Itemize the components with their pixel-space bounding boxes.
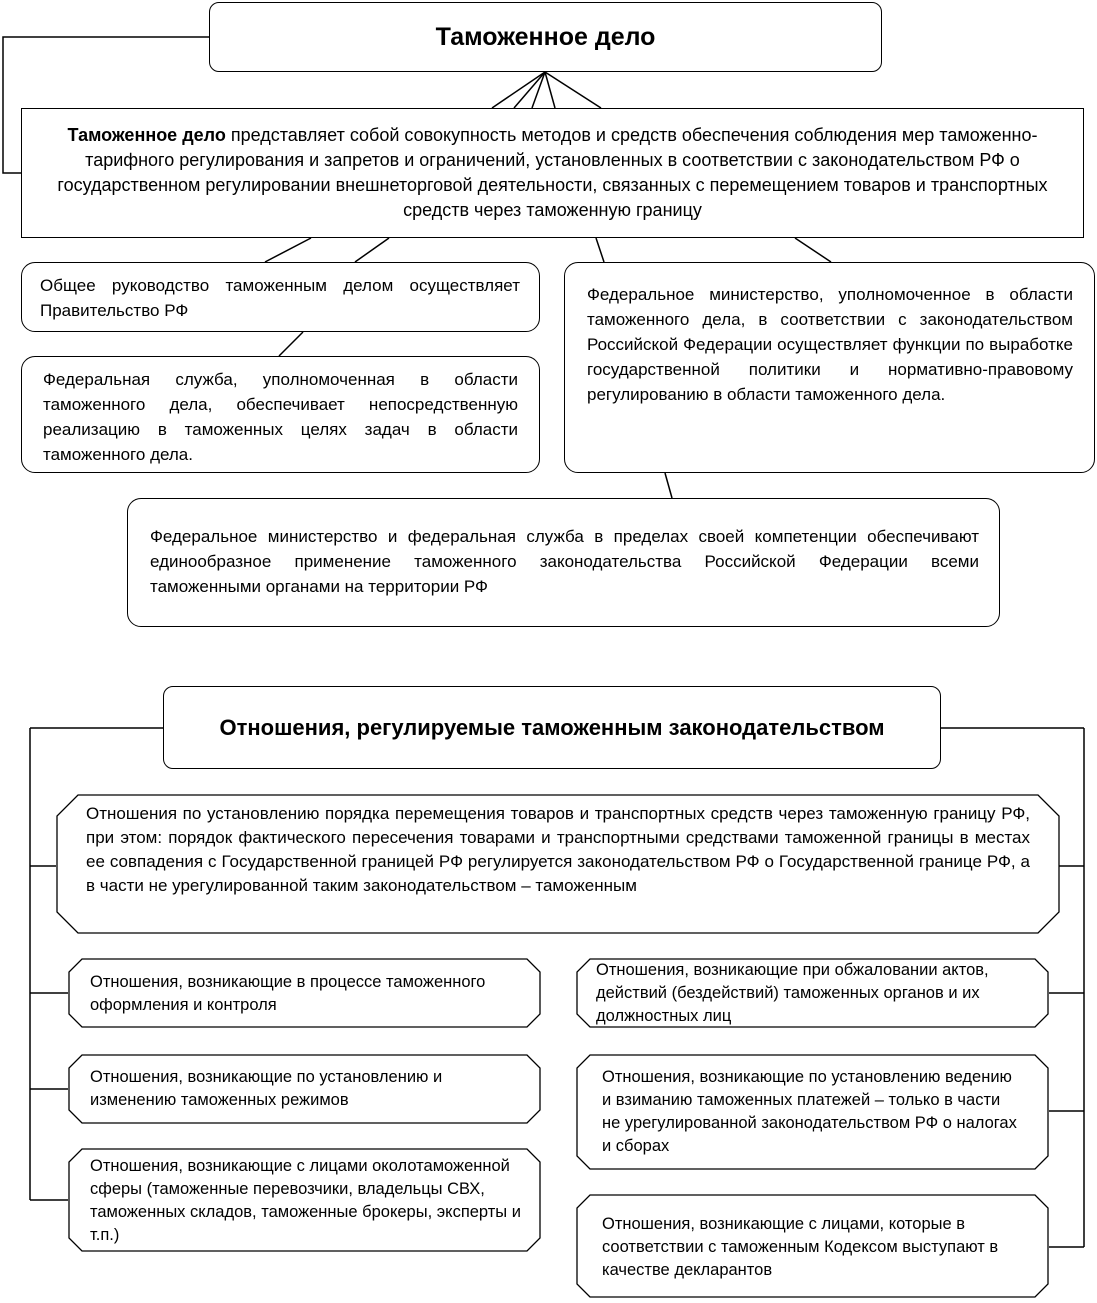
federal-ministry-text: Федеральное министерство, уполномоченное в области таможенного дела, в соответствии с законодательством Российской Федерации осуществляет функции по выработке государственной политики и нормативно-правовому регулированию в области таможенного дела. — [587, 285, 1073, 404]
customs-title: Таможенное дело — [435, 22, 656, 51]
relation-payments-text: Отношения, возникающие по установлению ведению и взиманию таможенных платежей – только в части не урегулированной законодательством РФ о налогах и сборах — [602, 1068, 1017, 1155]
connector-def-government — [265, 238, 311, 262]
federal-service-text: Федеральная служба, уполномоченная в области таможенного дела, обеспечивает непосредственную реализацию в таможенных целях задач в области таможенного дела. — [43, 370, 518, 464]
ministry-service-joint-text: Федеральное министерство и федеральная служба в пределах своей компетенции обеспечивают единообразное применение таможенного законодательства Российской Федерации всеми таможенными органами на территории РФ — [150, 527, 979, 596]
connector-def-ministry-1 — [596, 238, 604, 262]
relation-regimes-box — [68, 1054, 541, 1124]
relation-movement-text: Отношения по установлению порядка перемещения товаров и транспортных средств через таможенную границу РФ, при этом: порядок фактического пересечения товарами и транспортными средствами таможенной границы в местах ее совпадения с Государственной границей РФ регулируется законодательством РФ о Государственной границе РФ, а в части не урегулированной таким законодательством – таможенным — [86, 804, 1030, 895]
relation-near-customs-box — [68, 1148, 541, 1252]
connector-fan-3 — [532, 72, 545, 108]
relation-declarants-box — [576, 1194, 1049, 1298]
government-text: Общее руководство таможенным делом осуществляет Правительство РФ — [40, 276, 520, 320]
relation-regimes-text: Отношения, возникающие по установлению и изменению таможенных режимов — [90, 1068, 443, 1109]
federal-ministry-box — [564, 262, 1095, 473]
relation-declarants-text: Отношения, возникающие с лицами, которые в соответствии с таможенным Кодексом выступают в качестве декларантов — [602, 1215, 999, 1279]
customs-title-box — [209, 2, 882, 72]
definition-term: Таможенное дело — [67, 125, 226, 145]
government-box — [21, 262, 540, 332]
relation-near-customs-text: Отношения, возникающие с лицами околотаможенной сферы (таможенные перевозчики, владельцы СВХ, таможенных складов, таможенные брокеры, эксперты и т.п.) — [90, 1157, 521, 1244]
connector-government-service — [279, 332, 303, 356]
connector-ministry-joint — [665, 473, 672, 498]
ministry-service-joint-box — [127, 498, 1000, 627]
relation-payments-box — [576, 1054, 1049, 1170]
connector-def-service — [355, 238, 389, 262]
federal-service-box — [21, 356, 540, 473]
definition-text: представляет собой совокупность методов и средств обеспечения соблюдения мер таможенно-тарифного регулирования и запретов и ограничений, установленных в соответствии с законодательством РФ о государственном регулировании внешнеторговой деятельности, связанных с перемещением товаров и транспортных средств через таможенную границу — [57, 125, 1048, 220]
relation-clearance-box — [68, 958, 541, 1028]
relations-title: Отношения, регулируемые таможенным законодательством — [219, 714, 885, 740]
relation-movement-box — [56, 794, 1060, 934]
relation-appeals-text: Отношения, возникающие при обжаловании актов, действий (бездействий) таможенных органов и их должностных лиц — [596, 961, 989, 1025]
relation-appeals-box — [576, 958, 1049, 1028]
customs-definition-box — [21, 108, 1084, 238]
relations-title-box — [163, 686, 941, 769]
relation-clearance-text: Отношения, возникающие в процессе таможенного оформления и контроля — [90, 973, 486, 1014]
connector-def-ministry-2 — [795, 238, 831, 262]
